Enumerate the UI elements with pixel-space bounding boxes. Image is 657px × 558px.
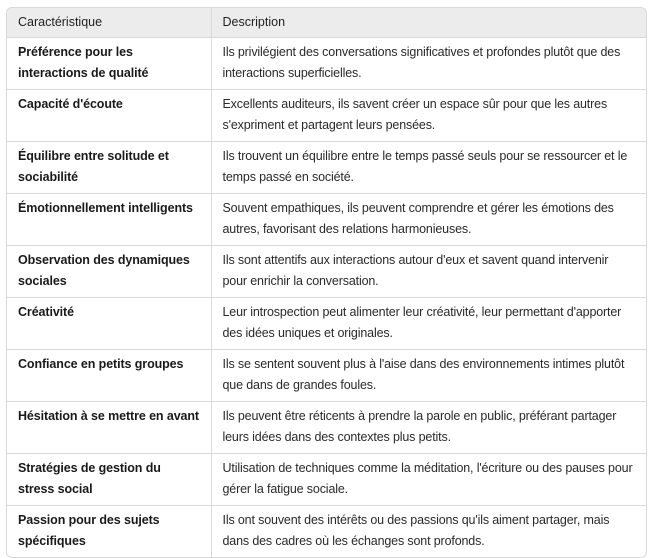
header-row xyxy=(7,8,646,37)
column-header-characteristic: Caractéristique xyxy=(7,8,211,37)
feature-cell: Émotionnellement intelligents xyxy=(7,193,211,245)
table-row xyxy=(7,349,646,401)
characteristics-table xyxy=(7,8,646,557)
description-cell: Ils ont souvent des intérêts ou des passions qu'ils aiment partager, mais dans des cadres où les échanges sont profonds. xyxy=(211,505,646,557)
table-row xyxy=(7,505,646,557)
table-row xyxy=(7,401,646,453)
feature-cell: Capacité d'écoute xyxy=(7,89,211,141)
feature-cell: Passion pour des sujets spécifiques xyxy=(7,505,211,557)
feature-cell: Hésitation à se mettre en avant xyxy=(7,401,211,453)
table-row xyxy=(7,245,646,297)
description-cell: Souvent empathiques, ils peuvent comprendre et gérer les émotions des autres, favorisant des relations harmonieuses. xyxy=(211,193,646,245)
description-cell: Ils privilégient des conversations significatives et profondes plutôt que des interactions superficielles. xyxy=(211,37,646,89)
table-row xyxy=(7,297,646,349)
table-body xyxy=(7,37,646,557)
description-cell: Excellents auditeurs, ils savent créer un espace sûr pour que les autres s'expriment et partagent leurs pensées. xyxy=(211,89,646,141)
table-header xyxy=(7,8,646,37)
description-cell: Ils peuvent être réticents à prendre la parole en public, préférant partager leurs idées dans des contextes plus petits. xyxy=(211,401,646,453)
description-cell: Leur introspection peut alimenter leur créativité, leur permettant d'apporter des idées uniques et originales. xyxy=(211,297,646,349)
description-cell: Ils trouvent un équilibre entre le temps passé seuls pour se ressourcer et le temps passé en société. xyxy=(211,141,646,193)
feature-cell: Préférence pour les interactions de qualité xyxy=(18,44,149,80)
description-cell: Ils se sentent souvent plus à l'aise dans des environnements intimes plutôt que dans de grandes foules. xyxy=(211,349,646,401)
table-row xyxy=(7,453,646,505)
feature-cell: Confiance en petits groupes xyxy=(7,349,211,401)
description-cell: Ils sont attentifs aux interactions autour d'eux et savent quand intervenir pour enrichir la conversation. xyxy=(211,245,646,297)
characteristics-table-container xyxy=(6,7,647,558)
table-row xyxy=(7,141,646,193)
feature-cell: Créativité xyxy=(7,297,211,349)
column-header-description: Description xyxy=(211,8,646,37)
feature-cell: Stratégies de gestion du stress social xyxy=(7,453,211,505)
table-row xyxy=(7,37,646,89)
feature-cell: Équilibre entre solitude et sociabilité xyxy=(7,141,211,193)
description-cell: Utilisation de techniques comme la méditation, l'écriture ou des pauses pour gérer la fatigue sociale. xyxy=(211,453,646,505)
table-row xyxy=(7,193,646,245)
table-row xyxy=(7,89,646,141)
feature-cell: Observation des dynamiques sociales xyxy=(7,245,211,297)
